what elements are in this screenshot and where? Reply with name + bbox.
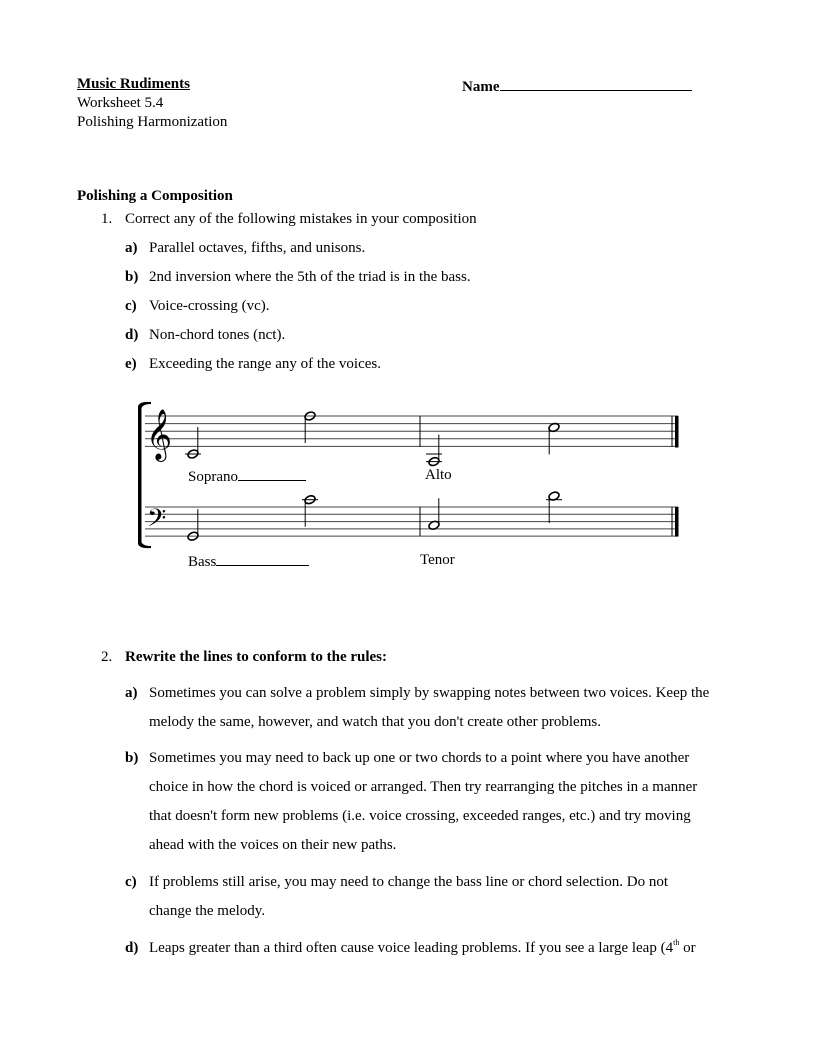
- list-item: [125, 934, 745, 963]
- item-label: a): [125, 240, 138, 256]
- section-heading: Polishing a Composition: [77, 188, 233, 204]
- item-line: Sometimes you can solve a problem simply by swapping notes between two voices. Keep the: [149, 685, 710, 701]
- notehead: [304, 411, 316, 422]
- notehead: [304, 494, 316, 505]
- item-text: 2nd inversion where the 5th of the triad is in the bass.: [149, 269, 471, 285]
- final-barline-thick-treble: [675, 416, 679, 448]
- soprano-label: Soprano: [188, 469, 238, 485]
- note-f5: [304, 411, 316, 443]
- item-label: c): [125, 298, 137, 314]
- note-a3: [426, 435, 442, 467]
- item-text: Exceeding the range any of the voices.: [149, 356, 381, 372]
- item-line: change the melody.: [149, 903, 266, 919]
- item-label: e): [125, 356, 137, 372]
- question-2-number: 2.: [101, 649, 113, 665]
- item-text-pre: Leaps greater than a third often cause voice leading problems. If you see a large leap (4: [149, 940, 674, 956]
- item-label: a): [125, 685, 138, 701]
- item-label: d): [125, 327, 139, 343]
- list-item: [125, 241, 365, 256]
- item-line: melody the same, however, and watch that you don't create other problems.: [149, 714, 601, 730]
- course-title: Music Rudiments: [77, 76, 190, 92]
- bass-staff: [145, 507, 678, 536]
- item-text-post: or: [679, 940, 696, 956]
- note-c3: [428, 498, 440, 530]
- bass-blank-line[interactable]: [216, 553, 309, 566]
- name-blank-line[interactable]: [500, 77, 692, 91]
- note-c4: [185, 427, 201, 459]
- system-bracket: [138, 402, 151, 548]
- alto-label: Alto: [425, 467, 452, 483]
- note-c4: [302, 494, 318, 526]
- list-item: [125, 270, 471, 285]
- bass-clef-icon: 𝄢: [147, 504, 167, 539]
- notehead: [428, 520, 440, 531]
- name-field[interactable]: [462, 77, 692, 95]
- notehead: [187, 449, 199, 460]
- list-item: [125, 357, 381, 372]
- list-item: [125, 328, 285, 343]
- final-barline-thick-bass: [675, 507, 679, 537]
- worksheet-topic: Polishing Harmonization: [77, 114, 228, 130]
- name-label: Name: [462, 79, 500, 95]
- item-text: Non-chord tones (nct).: [149, 327, 286, 343]
- item-line: ahead with the voices on their new paths.: [149, 837, 397, 853]
- list-item: [125, 868, 745, 926]
- list-item: [125, 299, 270, 314]
- note-d4: [546, 491, 562, 523]
- soprano-label-field[interactable]: [188, 468, 306, 485]
- notehead: [548, 491, 560, 502]
- bass-label-field[interactable]: [188, 553, 309, 570]
- worksheet-number: Worksheet 5.4: [77, 95, 164, 111]
- notehead: [428, 456, 440, 467]
- ordinal-suffix: th: [673, 938, 680, 947]
- item-label: c): [125, 874, 137, 890]
- notehead: [548, 422, 560, 433]
- item-label: b): [125, 750, 139, 766]
- item-text: Voice-crossing (vc).: [149, 298, 270, 314]
- item-line: that doesn't form new problems (i.e. voice crossing, exceeded ranges, etc.) and try moving: [149, 808, 691, 824]
- item-text: Parallel octaves, fifths, and unisons.: [149, 240, 366, 256]
- question-1-instruction: Correct any of the following mistakes in your composition: [125, 211, 477, 227]
- bass-label: Bass: [188, 554, 217, 570]
- item-line: Sometimes you may need to back up one or two chords to a point where you have another: [149, 750, 690, 766]
- item-line: [149, 934, 745, 963]
- soprano-blank-line[interactable]: [238, 468, 306, 481]
- item-line: If problems still arise, you may need to change the bass line or chord selection. Do not: [149, 874, 669, 890]
- item-label: b): [125, 269, 139, 285]
- treble-clef-icon: 𝄞: [146, 409, 173, 460]
- notehead: [187, 531, 199, 542]
- question-2-heading: Rewrite the lines to conform to the rules:: [125, 649, 388, 665]
- list-item: [125, 744, 745, 860]
- item-label: d): [125, 940, 139, 956]
- tenor-label: Tenor: [420, 552, 455, 568]
- note-g2: [187, 509, 199, 541]
- note-c5: [548, 422, 560, 454]
- treble-staff: [145, 416, 678, 446]
- question-1-number: 1.: [101, 211, 113, 227]
- item-line: choice in how the chord is voiced or arranged. Then try rearranging the pitches in a manner: [149, 779, 698, 795]
- list-item: [125, 679, 745, 737]
